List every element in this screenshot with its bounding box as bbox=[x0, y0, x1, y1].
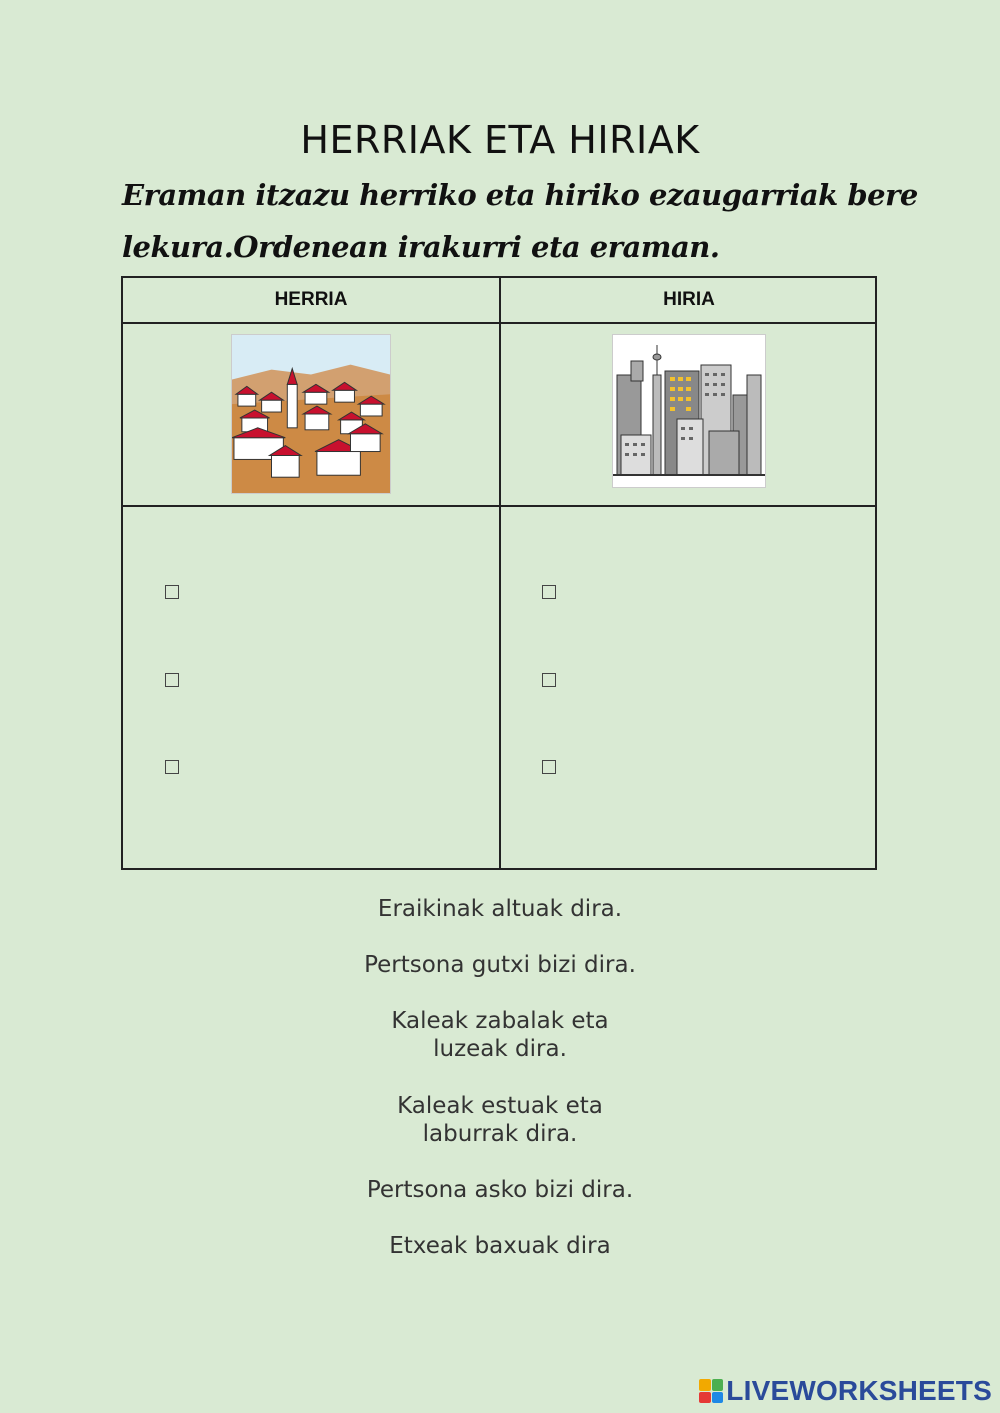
draggable-item[interactable]: Eraikinak altuak dira. bbox=[377, 896, 623, 922]
column-header-herria: HERRIA bbox=[274, 289, 348, 310]
table-divider bbox=[123, 322, 875, 324]
logo-icon bbox=[699, 1379, 723, 1403]
hiria-drop-checkbox[interactable] bbox=[542, 585, 556, 599]
herria-drop-checkbox[interactable] bbox=[165, 760, 179, 774]
herria-drop-checkbox[interactable] bbox=[165, 673, 179, 687]
village-image bbox=[231, 334, 391, 494]
table-divider bbox=[123, 505, 875, 507]
herria-drop-checkbox[interactable] bbox=[165, 585, 179, 599]
draggable-item[interactable]: Kaleak estuak eta laburrak dira. bbox=[397, 1093, 603, 1147]
page-title: HERRIAK ETA HIRIAK bbox=[300, 118, 700, 162]
brand-name: LIVEWORKSHEETS bbox=[726, 1375, 992, 1406]
instructions-line-1: Eraman itzazu herriko eta hiriko ezaugarriak bere bbox=[122, 178, 918, 212]
liveworksheets-logo bbox=[699, 1375, 992, 1407]
sorting-table bbox=[121, 276, 877, 870]
column-header-hiria: HIRIA bbox=[663, 289, 715, 310]
draggable-item[interactable]: Etxeak baxuak dira bbox=[389, 1233, 611, 1259]
table-divider bbox=[499, 278, 501, 868]
hiria-drop-checkbox[interactable] bbox=[542, 760, 556, 774]
draggable-item[interactable]: Kaleak zabalak eta luzeak dira. bbox=[391, 1008, 609, 1062]
draggable-item[interactable]: Pertsona gutxi bizi dira. bbox=[364, 952, 636, 978]
city-image bbox=[612, 334, 766, 488]
draggable-item[interactable]: Pertsona asko bizi dira. bbox=[366, 1177, 634, 1203]
hiria-drop-checkbox[interactable] bbox=[542, 673, 556, 687]
instructions-line-2: lekura.Ordenean irakurri eta eraman. bbox=[122, 230, 720, 264]
